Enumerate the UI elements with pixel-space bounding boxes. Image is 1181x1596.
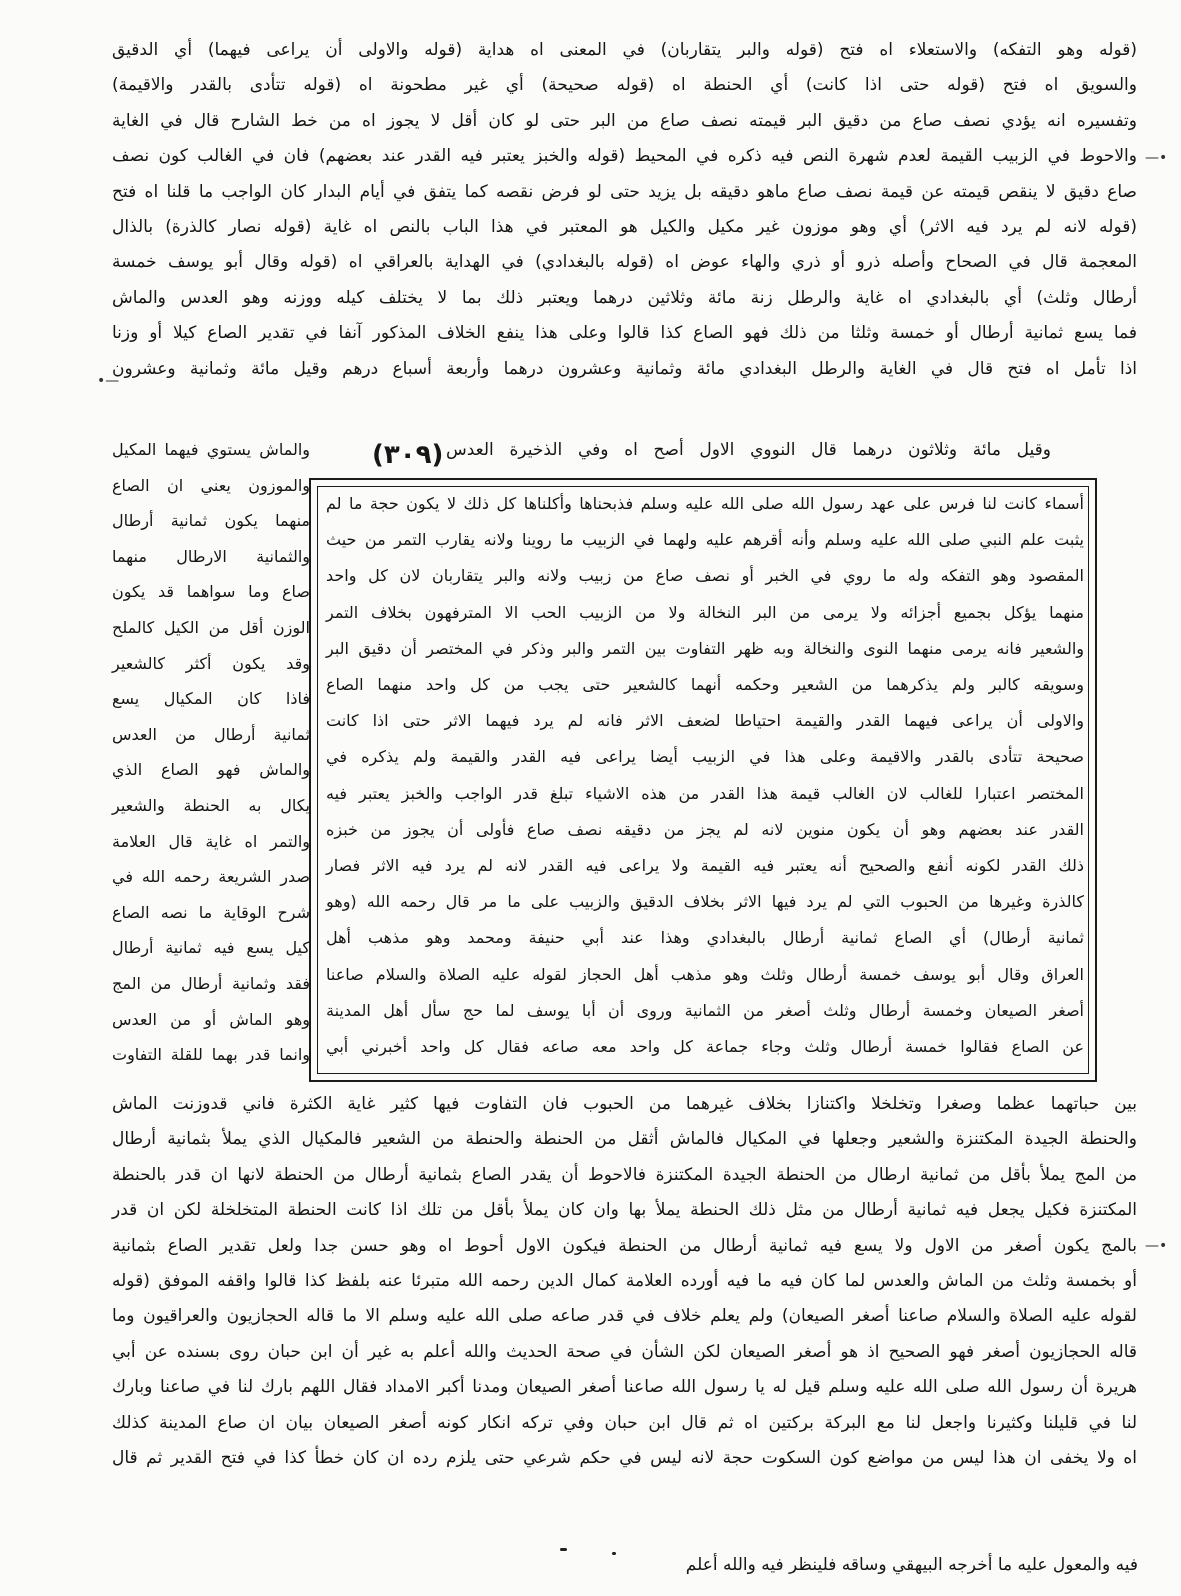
side-line: شرح الوقاية ما نصه الصاع xyxy=(112,902,310,922)
margin-arrow-mark: •— xyxy=(97,373,120,389)
bottom-line: لنا في قليلنا وكثيرنا واجعل لنا مع البركة بركتين اه ثم قال ابن حبان وفي تركه انكار كونه أصغر الصيعان بيان ان صاع المدينة كذلك xyxy=(112,1412,1137,1433)
side-line: والثمانية الارطال منهما xyxy=(112,546,310,566)
top-line: صاع دقيق لا ينقص قيمته عن قيمة نصف صاع ماهو دقيقه بل يزيد حتى لو فرض نقصه كما يتفق في أيام البدار كان الواجب ما قلنا اه فتح xyxy=(112,181,1137,202)
top-line: أرطال وثلث) أي بالبغدادي اه غاية والرطل زنة مائة وثلاثين درهما ويعتبر ذلك بما لا يختلف كيله ووزنه وهو العدس والماش xyxy=(112,287,1137,308)
side-line: صدر الشريعة رحمه الله في xyxy=(112,867,310,887)
margin-arrow-mark: —• xyxy=(1145,1238,1168,1254)
box-line: أصغر الصيعان وخمسة أرطال وثلث أصغر من الثمانية وروى أن أبا يوسف لما حج سأل أهل المدينة xyxy=(326,1000,1084,1020)
box-line: ثمانية أرطال) أي الصاع ثمانية أرطال بالبغدادي وهذا عند أبي حنيفة ومحمد وهو مذهب أهل xyxy=(326,928,1084,948)
box-line: والشعير فانه يرمى منهما النوى والنخالة وبه ظهر التفاوت بين التمر والبر وذكر في المختصر أن دقيق البر xyxy=(326,638,1084,658)
side-line: والماش يستوي فيهما المكيل xyxy=(112,440,310,459)
box-line: أسماء كانت لنا فرس على عهد رسول الله صلى الله عليه وسلم فذبحناها وأكلناها كل ذلك لا يكون حجة ما لم xyxy=(326,494,1084,513)
scan-blot xyxy=(560,1548,567,1551)
bottom-line: هريرة أن رسول الله صلى الله عليه وسلم قيل له يا رسول الله صاعنا أصغر الصيعان ومدنا أكبر الامداد فقال اللهم بارك لنا في صاعنا وبارك xyxy=(112,1377,1137,1398)
side-line: فاذا كان المكيال يسع xyxy=(112,689,310,709)
box-line: صحيحة تتأدى بالقدر والاقيمة وعلى هذا في الزبيب أيضا يراعى فيه القدر والقيمة ولم يذكره في xyxy=(326,747,1084,767)
top-line: والسويق اه فتح (قوله حتى اذا كانت) أي الحنطة اه (قوله صحيحة) أي غير مطحونة اه (قوله تتأدى بالقدر والاقيمة) xyxy=(112,75,1137,96)
commentary-partial-line: وقيل مائة وثلاثون درهما قال النووي الاول أصح اه وفي الذخيرة العدس xyxy=(446,440,1051,460)
top-line: (قوله وهو التفكه) والاستعلاء اه فتح (قوله والبر يتقاربان) في المعنى اه هداية (قوله والاولى أن يراعى فيهما) أي الدقيق xyxy=(112,40,1137,60)
box-line: يثبت علم النبي صلى الله عليه وسلم وأنه أقرهم عليه ولهما في الزبيب ما روينا ولانه يقارب التمر من حيث xyxy=(326,530,1084,550)
bottom-line: من المج يملأ بأقل من ثمانية ارطال من الحنطة الجيدة المكتنزة فالاحوط أن يقدر الصاع بثمانية أرطال من الحنطة لانها ان قدر بالحنطة xyxy=(112,1164,1137,1185)
top-line: وتفسيره انه يؤدي نصف صاع من دقيق البر قيمته نصف صاع من البر حتى لو كان أقل لا يجوز اه من خط الشارح قال في الغاية xyxy=(112,110,1137,131)
margin-arrow-mark: —• xyxy=(1145,150,1168,166)
top-line: اذا تأمل اه فتح قال في الغاية والرطل البغدادي مائة وثمانية وعشرون درهما وأربعة أسباع درهم وقيل مائة وثمانية وعشرون xyxy=(112,358,1137,379)
side-line: منهما يكون ثمانية أرطال xyxy=(112,511,310,531)
box-line: عن الصاع فقالوا خمسة أرطال وثلث وجاء جماعة كل واحد معه صاعه فقال كل واحد أخبرني أبي xyxy=(326,1037,1084,1056)
box-line: العراق وقال أبو يوسف خمسة أرطال وثلث وهو مذهب أهل الحجاز لقوله عليه الصلاة والسلام صاعنا xyxy=(326,964,1084,984)
bottom-line: بالمج يكون أصغر من الاول ولا يسع فيه ثمانية أرطال من الحنطة فيكون الاول أحوط اه وهو حسن جدا ولعل تقدير الصاع بثمانية xyxy=(112,1235,1137,1256)
box-line: المقصود وهو التفكه وله ما روي في الخبر أو نصف صاع من زبيب ولانه والبر يتقاربان لان كل واحد xyxy=(326,566,1084,586)
box-line: وسويقه كالبر ولم يذكرهما من الشعير وحكمه أنهما كالشعير حتى يجب من كل واحد منهما الصاع xyxy=(326,675,1084,694)
bottom-line: والحنطة الجيدة المكتنزة والشعير وجعلها في المكيال فالماش أثقل من الحنطة والحنطة من الشعير فالمكيال الذي يملأ بثمانية أرطال xyxy=(112,1129,1137,1150)
scan-blot xyxy=(612,1552,616,1555)
top-line: المعجمة قال في الصحاح وأصله ذرو أو ذري والهاء عوض اه (قوله بالبغدادي) في الهداية بالعراقي اه (قوله وقال أبو يوسف خمسة xyxy=(112,252,1137,273)
box-line: والاولى أن يراعى فيهما القدر والقيمة احتياطا لضعف الاثر فانه لم يرد فيهما الاثر حتى اذا كانت xyxy=(326,711,1084,731)
side-line: وقد يكون أكثر كالشعير xyxy=(112,653,310,673)
box-line: القدر عند بعضهم وهو أن يكون منوين لانه لم يجز من دقيقه نصف صاع فأولى أن يجوز من خبزه xyxy=(326,819,1084,839)
box-line: ذلك القدر لكونه أنفع والصحيح أنه يعتبر فيه القيمة ولا يراعى فيه القدر لانه لم يرد فيه الاثر فصار xyxy=(326,856,1084,875)
top-line: (قوله لانه لم يرد فيه الاثر) أي وهو موزون غير مكيل والكيل هو المعتبر في هذا الباب بالنص اه غاية (قوله نصار كالذرة) بالذال xyxy=(112,217,1137,237)
page-number: (٣٠٩) xyxy=(372,440,444,470)
side-line: فقد وثمانية أرطال من المج xyxy=(112,974,310,993)
box-line: المختصر اعتبارا للغالب لان الغالب قيمة هذا القدر من هذه الاشياء تبلغ قدر الواجب والخبز يعتبر فيه xyxy=(326,783,1084,803)
side-line: صاع وما سواهما قد يكون xyxy=(112,582,310,602)
bottom-line: بين حباتهما عظما وصغرا وتخلخلا واكتنازا بخلاف غيرهما من الحبوب فان التفاوت فيها كثير غاية الكثرة فاني قدوزنت الماش xyxy=(112,1094,1137,1114)
bottom-line: المكتنزة فكيل يجعل فيه ثمانية أرطال من مثل ذلك الحنطة يملأ بها وان كان يملأ بأقل من تلك اذا كانت الحنطة المتخلخلة لكن ان قدر xyxy=(112,1200,1137,1221)
box-line: كالذرة وغيرها من الحبوب التي لم يرد فيها الاثر بخلاف الدقيق والزبيب على ما مر قال رحمه الله (وهو xyxy=(326,892,1084,912)
side-line: ثمانية أرطال من العدس xyxy=(112,724,310,744)
top-line: فما يسع ثمانية أرطال أو خمسة وثلثا من ذلك فهو الصاع كذا قالوا وعلى هذا ينفع الخلاف المذكور آنفا في تقدير الصاع كيلا أو وزنا xyxy=(112,323,1137,344)
side-line: والماش فهو الصاع الذي xyxy=(112,760,310,780)
side-line: الوزن أقل من الكيل كالملح xyxy=(112,618,310,637)
top-line: والاحوط في الزبيب القيمة لعدم شهرة النص فيه ذكره في المحيط (قوله والخبز يعتبر فيه القدر عند بعضهم) فان في الغالب كون نصف xyxy=(112,146,1137,167)
bottom-line: لقوله عليه الصلاة والسلام صاعنا أصغر الصيعان) ولم يعلم خلاف في قدر صاعه صلى الله عليه وسلم الا ما قاله الحجازيون والعراقيون وما xyxy=(112,1306,1137,1327)
bottom-line: أو بخمسة وثلث من الماش والعدس لما كان فيه ما فيه أورده العلامة كمال الدين رحمه الله متبرئا عنه بلفظ كذا قالوا واقفه الموفق (قوله xyxy=(112,1271,1137,1291)
side-line: والتمر اه غاية قال العلامة xyxy=(112,831,310,851)
side-line: وانما قدر بهما للقلة التفاوت xyxy=(112,1045,310,1065)
side-line: وهو الماش أو من العدس xyxy=(112,1009,310,1029)
bottom-line: اه ولا يخفى ان هذا ليس من مواضع كون السكوت حجة لانه ليس في حكم شرعي حتى يلزم رده ان كان خطأ كذا في فتح القدير ثم قال xyxy=(112,1448,1137,1468)
commentary-last-line: فيه والمعول عليه ما أخرجه البيهقي وساقه فلينظر فيه والله أعلم xyxy=(685,1555,1138,1575)
side-line: يكال به الحنطة والشعير xyxy=(112,796,310,815)
side-line: والموزون يعني ان الصاع xyxy=(112,475,310,495)
box-line: منهما يؤكل بجميع أجزائه ولا يرمى من البر النخالة ولا من الزبيب الحب الا المترفهون بخلاف التمر xyxy=(326,602,1084,622)
bottom-line: قاله الحجازيون أصغر فهو الصحيح اذ هو أصغر الصيعان لكن الشأن في صحة الحديث والله أعلم به غير أن ابن حبان روى بسنده عن أبي xyxy=(112,1341,1137,1362)
side-line: كيل يسع فيه ثمانية أرطال xyxy=(112,938,310,958)
